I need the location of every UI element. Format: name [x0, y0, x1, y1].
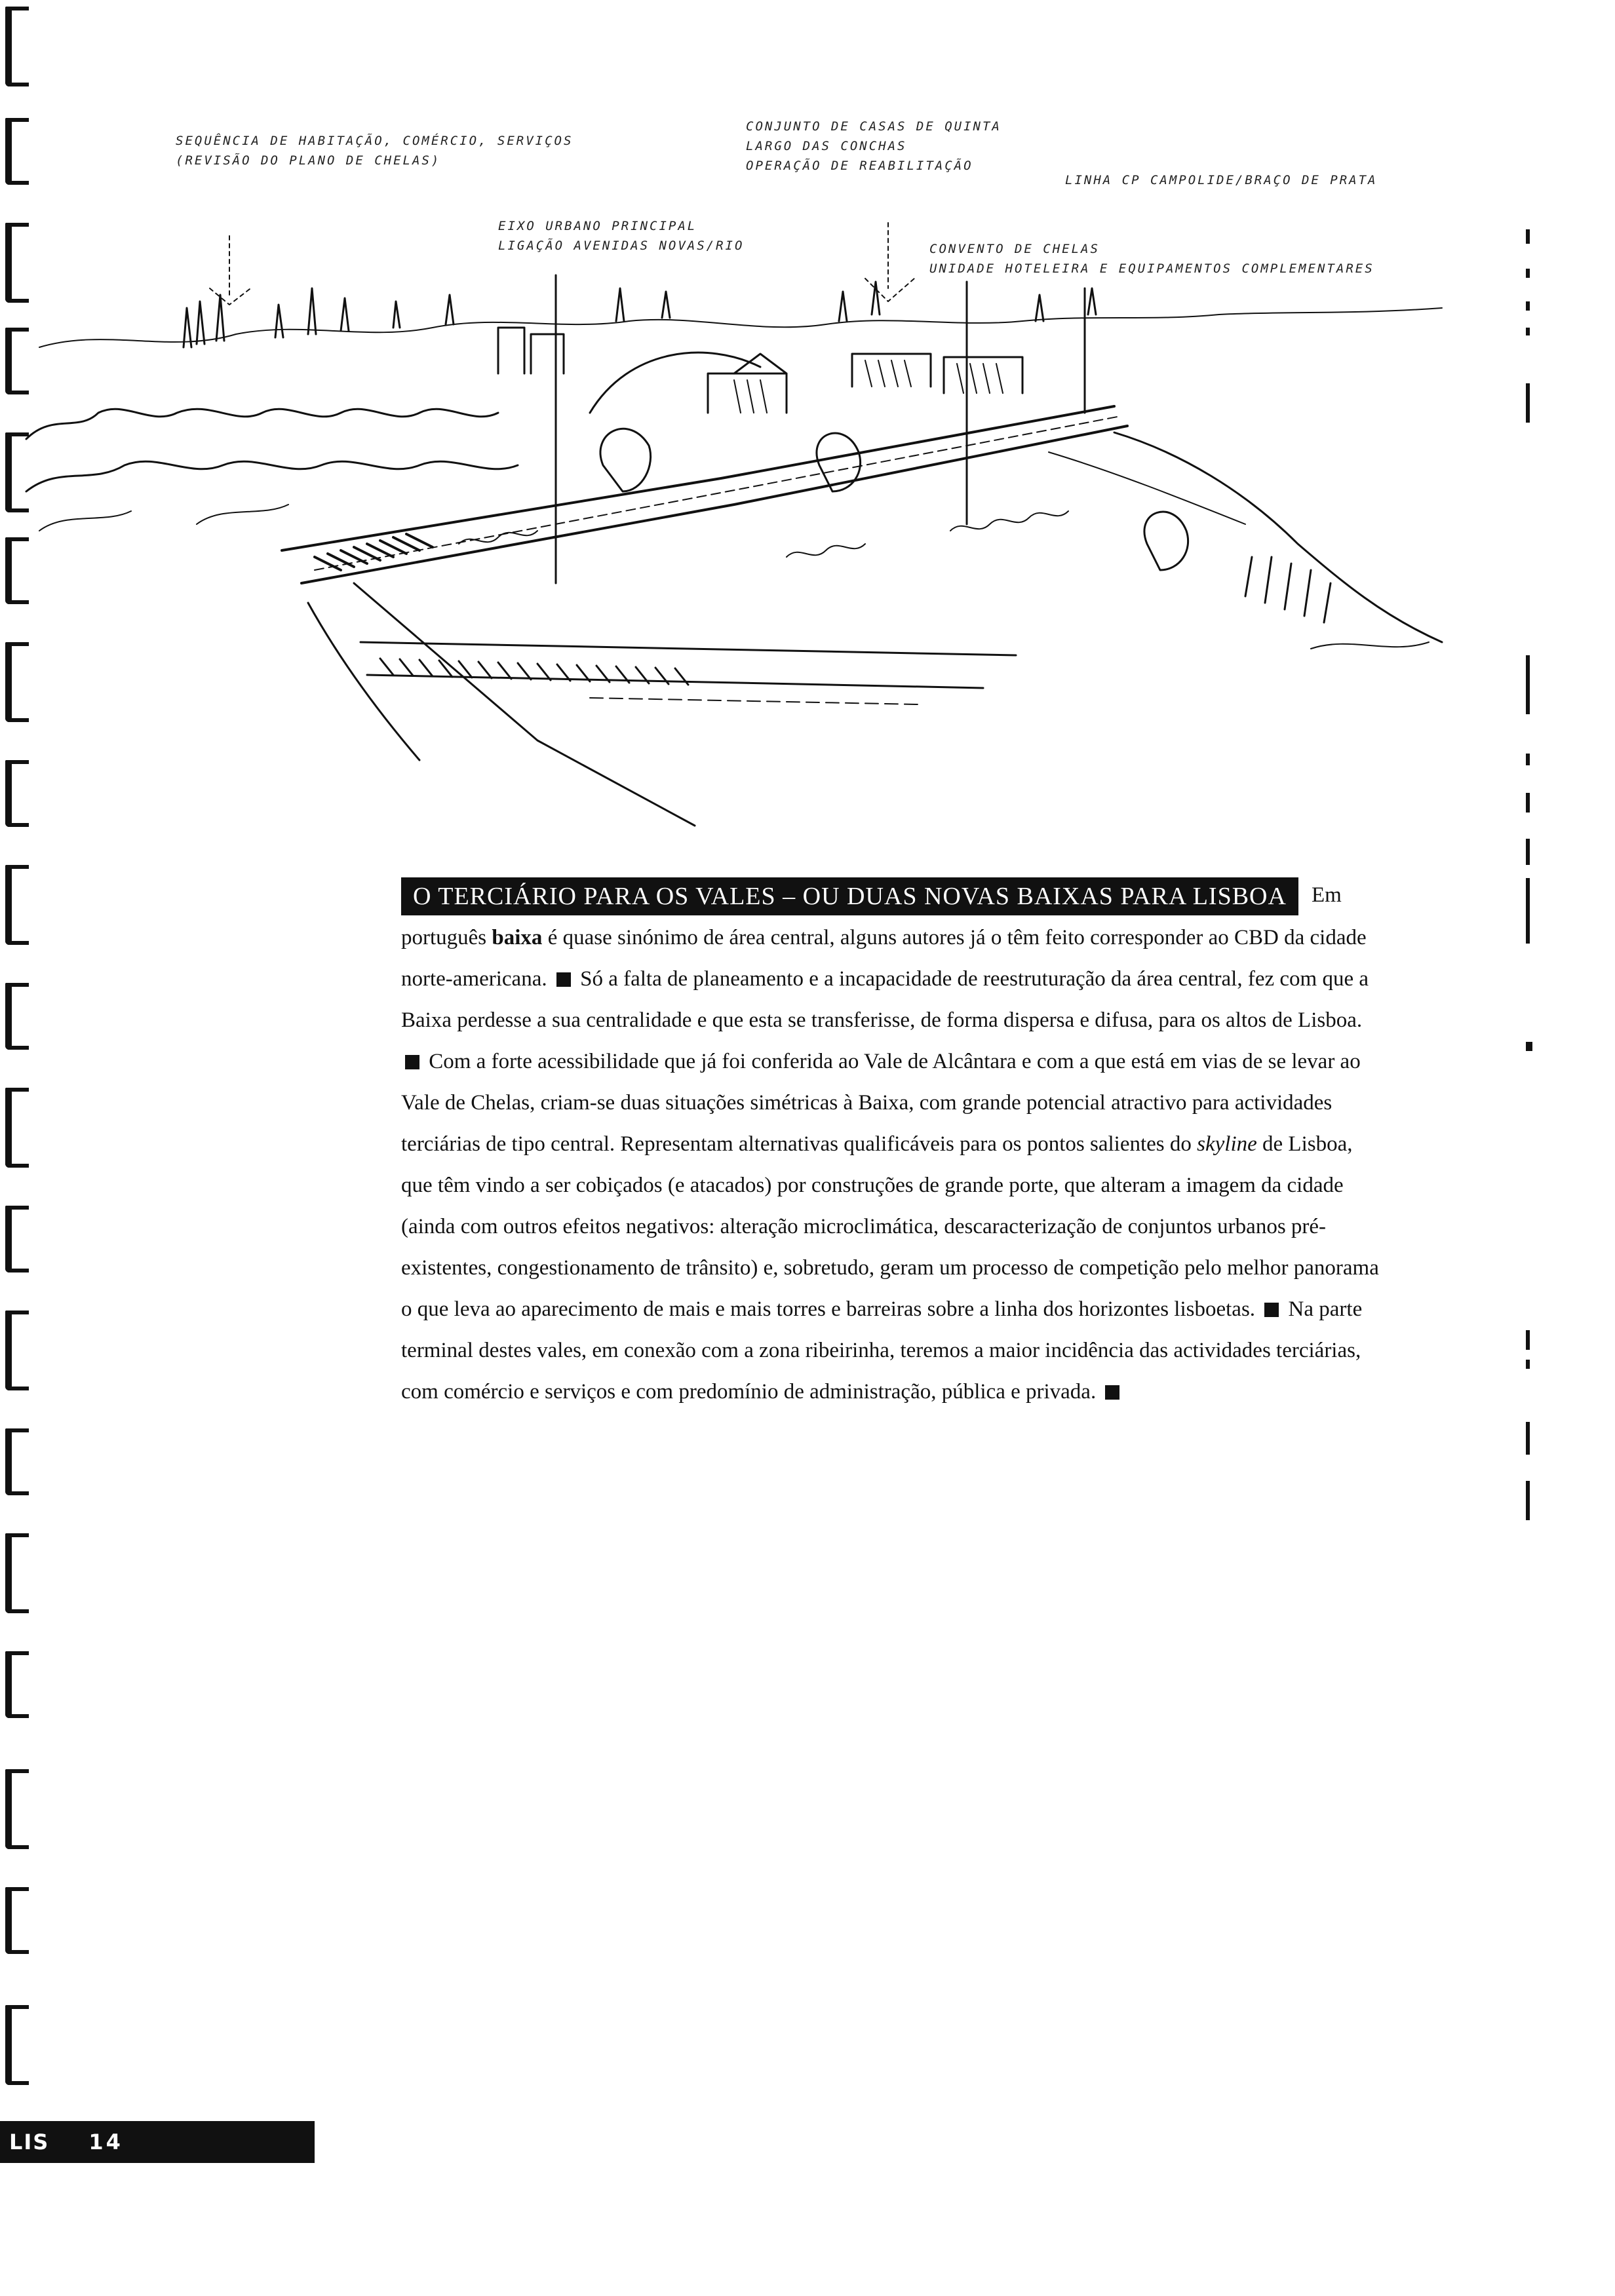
annotation-urban-axis: EIXO URBANO PRINCIPAL LIGAÇÃO AVENIDAS NOVAS/RIO	[498, 219, 745, 253]
article-keyword-baixa: baixa	[492, 926, 543, 949]
binding-ring	[5, 1769, 29, 1849]
binding-ring	[5, 1311, 29, 1390]
binding-ring	[5, 1206, 29, 1272]
binding-ring	[5, 2005, 29, 2085]
annotation-convent: CONVENTO DE CHELAS UNIDADE HOTELEIRA E EQUIPAMENTOS COMPLEMENTARES	[929, 242, 1374, 276]
binding-ring	[5, 1088, 29, 1168]
article-text-p1a: Em português	[401, 883, 1342, 949]
paragraph-bullet-square	[405, 1055, 419, 1069]
article	[401, 873, 1383, 1413]
article-text-p4: Na parte terminal destes vales, em conexão com a zona ribeirinha, teremos a maior incidência das actividades terciárias, com comércio e serviços e com predomínio de administração, pública e privada.	[401, 1297, 1363, 1404]
footer-label: LIS	[9, 2130, 50, 2154]
paragraph-bullet-square	[1264, 1303, 1279, 1317]
margin-scan-marks	[1514, 216, 1553, 1527]
binding-ring	[5, 1887, 29, 1954]
binding-ring	[5, 1428, 29, 1495]
page-footer-bar	[0, 2121, 315, 2163]
end-square	[1105, 1385, 1119, 1400]
annotation-quinta-houses: CONJUNTO DE CASAS DE QUINTA LARGO DAS CONCHAS OPERAÇÃO DE REABILITAÇÃO	[746, 119, 1002, 173]
annotation-housing-sequence: SEQUÊNCIA DE HABITAÇÃO, COMÉRCIO, SERVIÇOS (REVISÃO DO PLANO DE CHELAS)	[176, 134, 574, 168]
binding-ring	[5, 1533, 29, 1613]
valley-panorama-sketch	[0, 216, 1462, 839]
binding-ring	[5, 865, 29, 945]
article-body	[401, 883, 1379, 1404]
page-number: 14	[88, 2130, 123, 2154]
article-keyword-skyline: skyline	[1197, 1132, 1257, 1156]
article-text-p3b: de Lisboa, que têm vindo a ser cobiçados (e atacados) por construções de grande porte, que alteram a imagem da cidade (ainda com outros efeitos negativos: alteração microclimática, descaracterização de conjuntos urbanos pré-existentes, congestionamento de trânsito) e, sobretudo, geram um processo de competição pelo melhor panorama o que leva ao aparecimento de mais e mais torres e barreiras sobre a linha dos horizontes lisboetas.	[401, 1132, 1379, 1321]
paragraph-bullet-square	[556, 972, 571, 987]
binding-ring	[5, 983, 29, 1050]
annotation-railway-line: LINHA CP CAMPOLIDE/BRAÇO DE PRATA	[1065, 173, 1378, 187]
article-text-p1b: é quase sinónimo de área central, alguns autores já o têm feito corresponder ao CBD da cidade norte-americana.	[401, 926, 1367, 991]
binding-ring	[5, 1651, 29, 1718]
article-text-p2: Só a falta de planeamento e a incapacidade de reestruturação da área central, fez com que a Baixa perdesse a sua centralidade e que esta se transferisse, de forma dispersa e difusa, para os altos de Lisboa.	[401, 967, 1369, 1032]
article-text-p3a: Com a forte acessibilidade que já foi conferida ao Vale de Alcântara e com a que está em vias de se levar ao Vale de Chelas, criam-se duas situações simétricas à Baixa, com grande potencial atractivo para actividades terciárias de tipo central. Representam alternativas qualificáveis para os pontos salientes do	[401, 1050, 1361, 1156]
article-headline: O TERCIÁRIO PARA OS VALES – OU DUAS NOVAS BAIXAS PARA LISBOA	[401, 877, 1298, 915]
